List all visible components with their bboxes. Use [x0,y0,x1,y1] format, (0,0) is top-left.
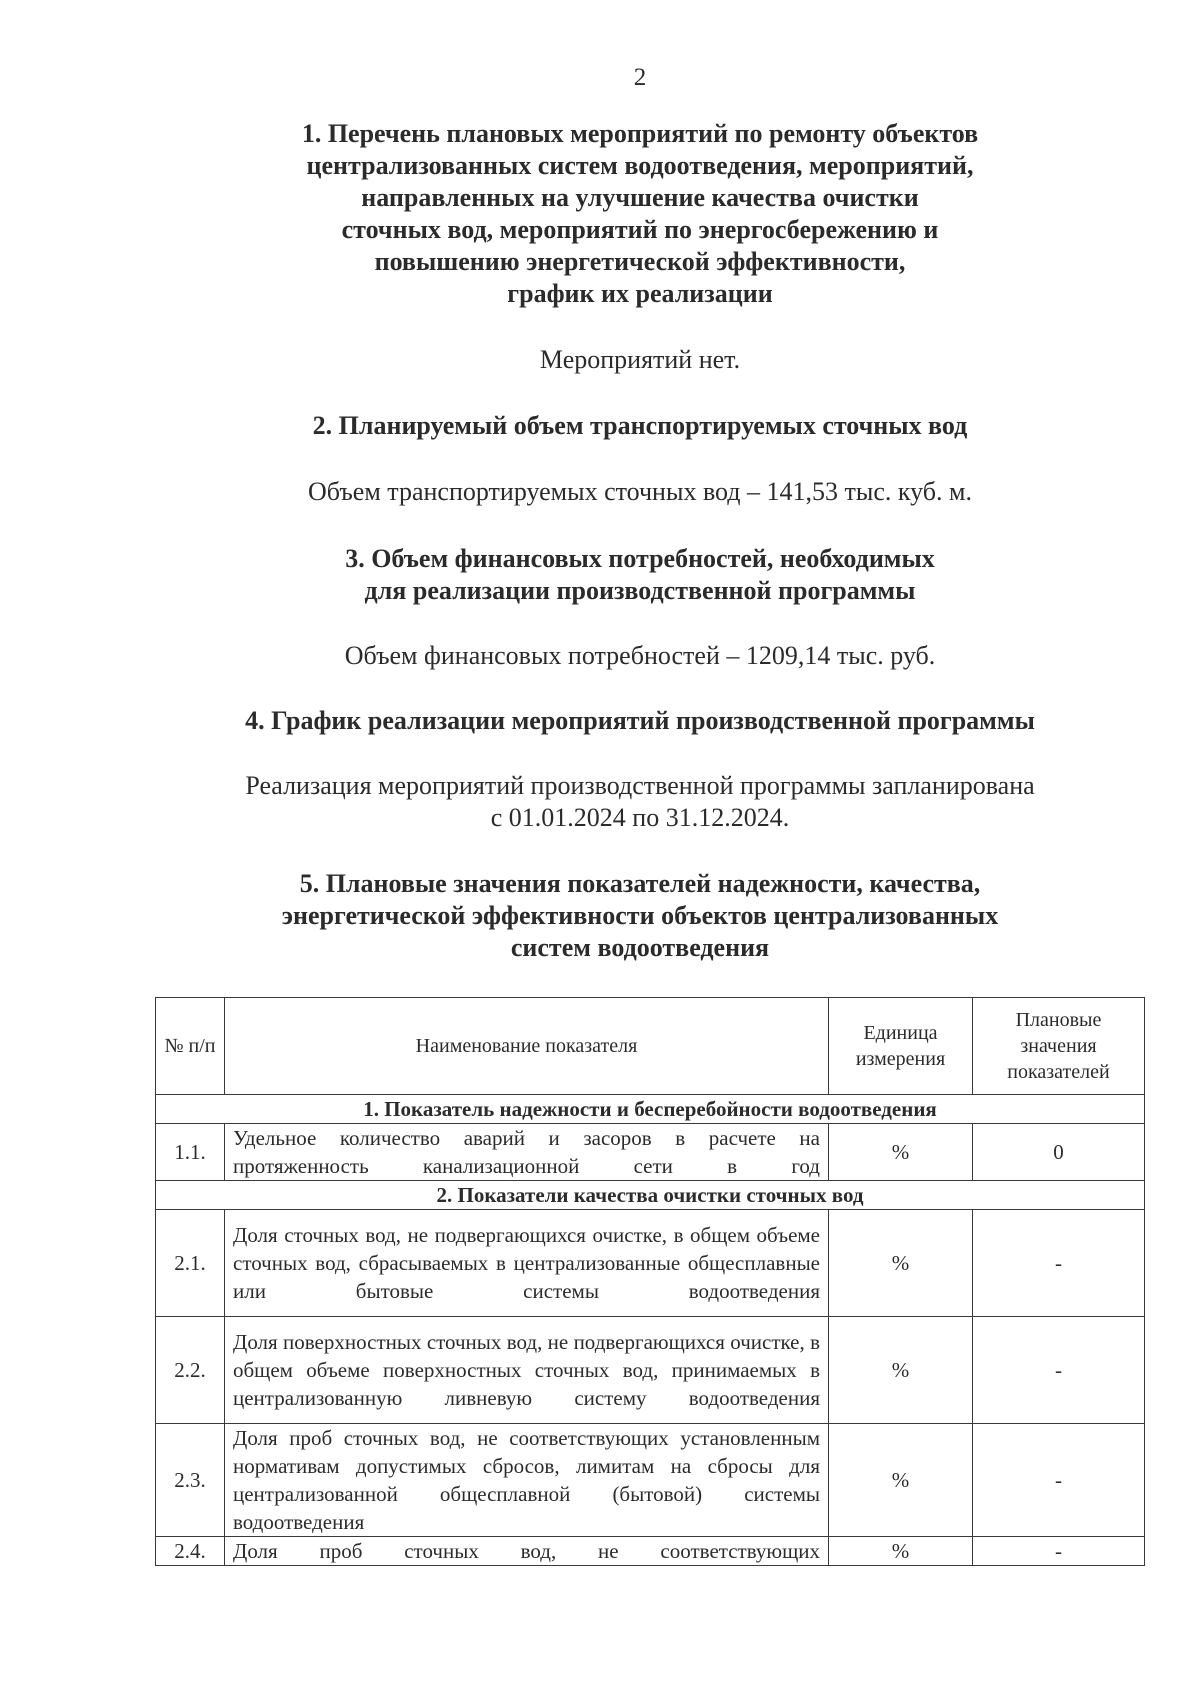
row-name: Доля сточных вод, не подвергающихся очистке, в общем объеме сточных вод, сбрасываемых в централизованные общесплавные или бытовые системы водоотведения [225,1210,829,1317]
section-1-title-line: повышению энергетической эффективности, [374,247,906,276]
table-row [156,1210,1145,1317]
page-number: 2 [633,64,647,91]
section-5-title-line: систем водоотведения [510,933,770,962]
section-3-text: Объем финансовых потребностей – 1209,14 тыс. руб. [344,641,936,670]
section-4-title: 4. График реализации мероприятий производственной программы [245,706,1035,735]
header-num: № п/п [156,998,225,1095]
row-num: 2.1. [156,1210,225,1317]
header-value: Плановые значения показателей [973,998,1145,1095]
section-1-title-line: централизованных систем водоотведения, мероприятий, [306,151,974,180]
section-5-title-line: 5. Плановые значения показателей надежности, качества, [299,869,981,898]
row-name-text: Доля проб сточных вод, не соответствующих [233,1539,820,1563]
section-4-text-line: Реализация мероприятий производственной программы запланирована [245,771,1035,800]
section-2-text: Объем транспортируемых сточных вод – 141,53 тыс. куб. м. [308,477,972,506]
section-3-title-line: для реализации производственной программы [364,576,916,605]
row-value: - [973,1317,1145,1424]
row-unit: % [829,1124,973,1181]
group-2-title: 2. Показатели качества очистки сточных вод [156,1181,1145,1210]
section-1-title-line: 1. Перечень плановых мероприятий по ремонту объектов [301,119,979,148]
row-unit: % [829,1424,973,1537]
table-row [156,1424,1145,1537]
row-name: Доля поверхностных сточных вод, не подвергающихся очистке, в общем объеме поверхностных сточных вод, принимаемых в централизованную ливневую систему водоотведения [225,1317,829,1424]
row-name [225,1537,829,1566]
row-unit: % [829,1210,973,1317]
section-2-title: 2. Планируемый объем транспортируемых сточных вод [312,411,968,440]
header-unit: Единица измерения [829,998,973,1095]
table-row [156,1124,1145,1181]
section-3-title [150,543,1130,607]
section-1-text: Мероприятий нет. [539,345,741,374]
table-row [156,1317,1145,1424]
row-value: - [973,1537,1145,1566]
row-name: Удельное количество аварий и засоров в расчете на протяженность канализационной сети в год [225,1124,829,1181]
section-5-title-line: энергетической эффективности объектов централизованных [281,901,999,930]
section-3-title-line: 3. Объем финансовых потребностей, необходимых [345,544,935,573]
row-num: 2.2. [156,1317,225,1424]
row-unit: % [829,1537,973,1566]
header-name: Наименование показателя [225,998,829,1095]
table-header-row [156,998,1145,1095]
table-group-row [156,1181,1145,1210]
row-value: 0 [973,1124,1145,1181]
section-1-title-line: направленных на улучшение качества очистки [361,183,919,212]
row-num: 1.1. [156,1124,225,1181]
row-num: 2.4. [156,1537,225,1566]
indicators-table [155,997,1145,1566]
row-name: Доля проб сточных вод, не соответствующих установленным нормативам допустимых сбросов, лимитам на сбросы для централизованной общесплавной (бытовой) системы водоотведения [225,1424,829,1537]
section-1-title-line: график их реализации [507,279,773,308]
section-5-title [150,868,1130,964]
row-num: 2.3. [156,1424,225,1537]
table-row [156,1537,1145,1566]
section-4-text [150,770,1130,834]
group-1-title: 1. Показатель надежности и бесперебойности водоотведения [156,1095,1145,1124]
section-1-title-line: сточных вод, мероприятий по энергосбережению и [341,215,939,244]
row-unit: % [829,1317,973,1424]
table-group-row [156,1095,1145,1124]
section-4-text-line: с 01.01.2024 по 31.12.2024. [490,803,790,832]
section-1-title [150,118,1130,310]
row-value: - [973,1424,1145,1537]
row-value: - [973,1210,1145,1317]
